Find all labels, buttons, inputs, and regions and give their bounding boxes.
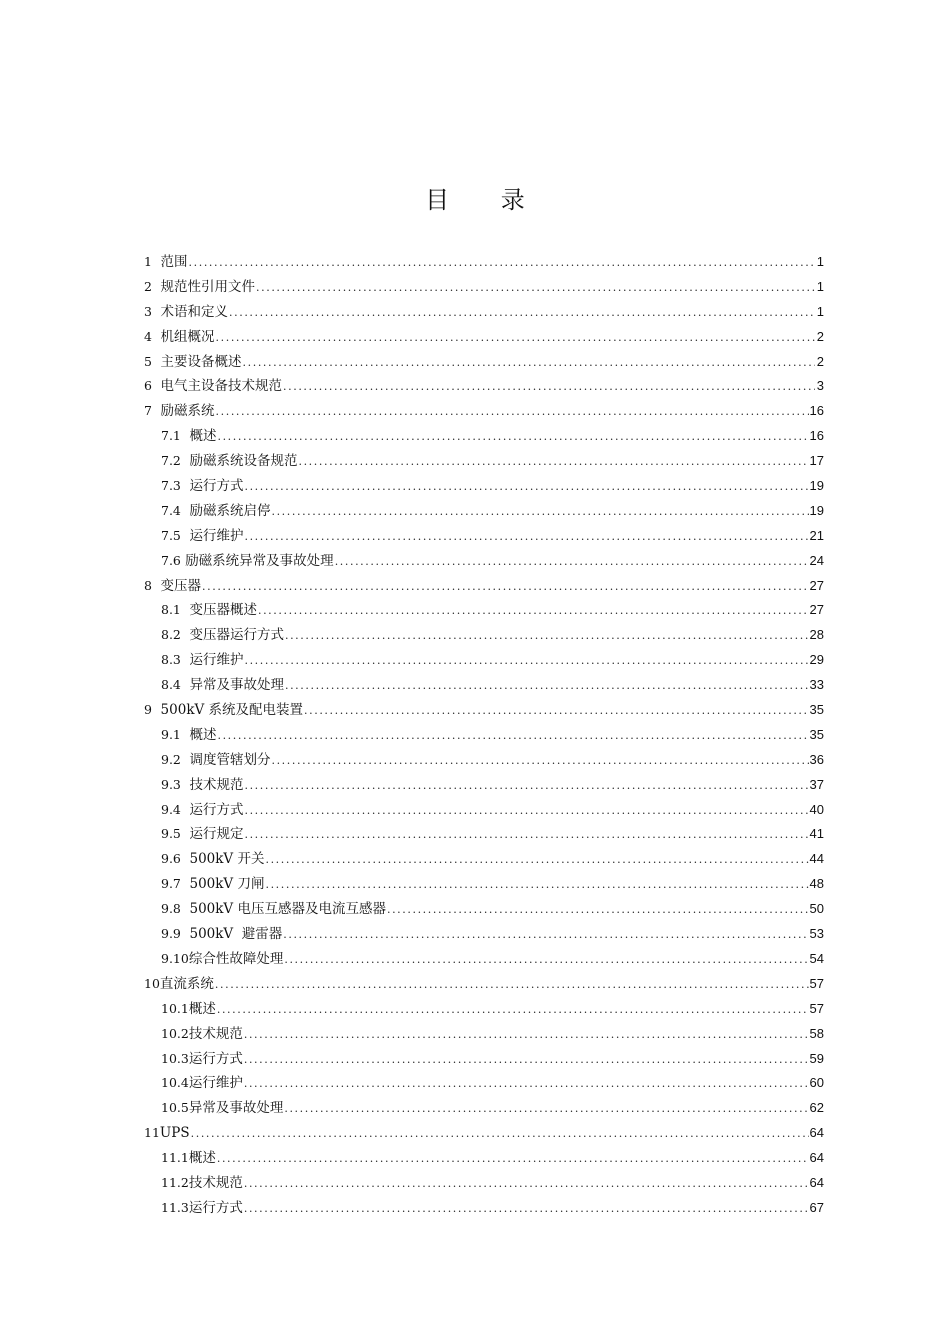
toc-entry-title: 技术规范 <box>188 1174 243 1191</box>
toc-entry[interactable] <box>144 549 824 574</box>
toc-entry-title: 运行维护 <box>188 1075 243 1092</box>
toc-entry[interactable] <box>144 997 824 1022</box>
toc-entry-separator <box>181 474 190 499</box>
toc-entry-separator <box>181 499 190 524</box>
toc-entry-page-number: 19 <box>809 502 824 518</box>
toc-entry-page-number: 40 <box>809 801 824 817</box>
toc-entry-separator <box>152 399 161 424</box>
toc-entry-title: 变压器 <box>160 577 202 594</box>
toc-entry[interactable] <box>144 1196 824 1221</box>
toc-entry-number: 11.3 <box>161 1199 189 1215</box>
toc-entry-title: 500kV 开关 <box>189 851 265 868</box>
toc-entry[interactable] <box>144 474 824 499</box>
toc-dot-leader <box>244 525 808 550</box>
toc-entry-number: 7.6 <box>161 552 181 568</box>
toc-dot-leader <box>244 475 808 500</box>
toc-entry[interactable] <box>144 972 824 997</box>
toc-dot-leader <box>217 425 808 450</box>
toc-entry-page-number: 60 <box>809 1075 824 1091</box>
toc-entry-page-number: 48 <box>809 876 824 892</box>
toc-entry-page-number: 28 <box>809 627 824 643</box>
toc-entry-number: 9.8 <box>161 901 181 917</box>
toc-entry-page-number: 67 <box>809 1199 824 1215</box>
toc-entry-separator <box>181 673 190 698</box>
toc-entry[interactable] <box>144 798 824 823</box>
toc-entry[interactable] <box>144 947 824 972</box>
toc-entry-page-number: 64 <box>809 1125 824 1141</box>
toc-entry[interactable] <box>144 350 824 375</box>
table-of-contents <box>144 250 824 1221</box>
toc-entry-page-number: 62 <box>809 1100 824 1116</box>
toc-entry-page-number: 2 <box>816 353 824 369</box>
toc-entry-number: 10.1 <box>161 1000 189 1016</box>
toc-entry-page-number: 36 <box>809 751 824 767</box>
toc-entry-page-number: 1 <box>816 254 824 269</box>
toc-dot-leader <box>284 1097 808 1122</box>
toc-entry[interactable] <box>144 275 824 300</box>
toc-entry-number: 7.4 <box>161 502 181 518</box>
toc-entry[interactable] <box>144 673 824 698</box>
toc-entry-title: 运行方式 <box>189 478 244 495</box>
toc-dot-leader <box>256 276 815 301</box>
toc-entry-number: 10.5 <box>161 1100 189 1116</box>
toc-entry-separator <box>152 574 161 599</box>
toc-entry-page-number: 35 <box>809 726 824 742</box>
toc-entry-title: 主要设备概述 <box>160 353 242 370</box>
toc-entry-separator <box>181 748 190 773</box>
toc-entry-title: 技术规范 <box>188 1025 243 1042</box>
toc-entry-number: 9.6 <box>161 851 181 867</box>
toc-entry[interactable] <box>144 424 824 449</box>
toc-entry-title: 综合性故障处理 <box>188 950 284 967</box>
toc-entry-title: 励磁系统设备规范 <box>189 453 298 470</box>
toc-entry[interactable] <box>144 723 824 748</box>
toc-dot-leader <box>244 1023 809 1048</box>
toc-entry-page-number: 21 <box>809 527 824 543</box>
toc-dot-leader <box>271 500 808 525</box>
toc-entry-number: 9.9 <box>161 926 181 942</box>
toc-entry-number: 8.4 <box>161 677 181 693</box>
toc-entry-title: UPS <box>159 1125 190 1142</box>
toc-entry-number: 11 <box>144 1125 160 1141</box>
toc-entry-number: 7.5 <box>161 527 181 543</box>
toc-dot-leader <box>285 674 809 699</box>
toc-entry[interactable] <box>144 374 824 399</box>
toc-entry[interactable] <box>144 897 824 922</box>
toc-entry-page-number: 44 <box>809 851 824 867</box>
toc-dot-leader <box>244 1172 809 1197</box>
toc-entry-separator <box>152 250 161 275</box>
toc-dot-leader <box>298 450 808 475</box>
toc-dot-leader <box>215 973 809 998</box>
toc-dot-leader <box>244 1197 809 1222</box>
toc-dot-leader <box>216 400 809 425</box>
toc-entry-page-number: 64 <box>809 1150 824 1166</box>
toc-entry-page-number: 29 <box>809 652 824 668</box>
toc-entry-title: 励磁系统启停 <box>189 502 271 519</box>
toc-dot-leader <box>189 251 815 276</box>
toc-entry-separator <box>152 275 161 300</box>
toc-entry-number: 9.1 <box>161 726 181 742</box>
toc-entry[interactable] <box>144 598 824 623</box>
toc-dot-leader <box>283 375 815 400</box>
toc-dot-leader <box>229 301 815 326</box>
toc-entry-separator <box>181 598 190 623</box>
toc-dot-leader <box>265 848 808 873</box>
toc-dot-leader <box>283 923 808 948</box>
toc-entry[interactable] <box>144 399 824 424</box>
toc-entry-separator <box>152 325 161 350</box>
toc-entry-title: 调度管辖划分 <box>189 751 271 768</box>
toc-dot-leader <box>244 799 808 824</box>
toc-entry-title: 范围 <box>160 254 188 270</box>
toc-entry-page-number: 57 <box>809 975 824 991</box>
toc-entry[interactable] <box>144 822 824 847</box>
toc-entry-title: 异常及事故处理 <box>188 1100 284 1117</box>
toc-dot-leader <box>304 699 808 724</box>
toc-entry-title: 概述 <box>188 1150 216 1167</box>
toc-entry-page-number: 59 <box>809 1050 824 1066</box>
toc-entry-title: 励磁系统 <box>160 403 215 420</box>
toc-entry-title: 运行维护 <box>189 652 244 669</box>
toc-entry-page-number: 50 <box>809 901 824 917</box>
toc-entry-separator <box>152 698 161 723</box>
toc-entry-separator <box>181 424 190 449</box>
toc-entry[interactable] <box>144 250 824 275</box>
toc-entry-number: 10.3 <box>161 1050 189 1066</box>
toc-entry-number: 7.2 <box>161 453 181 469</box>
toc-dot-leader <box>244 1072 809 1097</box>
toc-dot-leader <box>217 998 809 1023</box>
toc-entry-page-number: 16 <box>809 428 824 444</box>
toc-entry-title: 运行方式 <box>188 1050 243 1067</box>
toc-entry[interactable] <box>144 325 824 350</box>
toc-entry-number: 1 <box>144 254 152 269</box>
toc-entry-separator <box>181 524 190 549</box>
toc-entry[interactable] <box>144 300 824 325</box>
toc-entry-title: 电气主设备技术规范 <box>160 378 283 395</box>
toc-entry-number: 5 <box>144 353 152 369</box>
toc-entry-separator <box>152 374 161 399</box>
toc-entry-number: 4 <box>144 328 152 344</box>
toc-entry-separator <box>181 449 190 474</box>
toc-entry-page-number: 57 <box>809 1000 824 1016</box>
toc-entry-title: 规范性引用文件 <box>160 278 256 295</box>
toc-entry-separator <box>152 350 161 375</box>
toc-entry-page-number: 54 <box>809 950 824 966</box>
toc-entry-number: 10.2 <box>161 1025 189 1041</box>
toc-entry[interactable] <box>144 574 824 599</box>
toc-entry-title: 变压器运行方式 <box>189 627 284 644</box>
toc-entry-title: 500kV 电压互感器及电流互感器 <box>189 901 386 918</box>
toc-entry[interactable] <box>144 648 824 673</box>
toc-entry-title: 励磁系统异常及事故处理 <box>185 552 334 569</box>
toc-entry-separator <box>181 623 190 648</box>
toc-entry-page-number: 53 <box>809 926 824 942</box>
toc-entry-page-number: 2 <box>816 328 824 344</box>
toc-entry-page-number: 1 <box>816 303 824 319</box>
toc-entry-separator <box>181 773 190 798</box>
toc-entry-separator <box>181 922 190 947</box>
toc-entry-title: 500kV 避雷器 <box>189 926 283 943</box>
toc-entry[interactable] <box>144 524 824 549</box>
toc-heading: 目 录 <box>425 186 547 214</box>
toc-entry[interactable] <box>144 623 824 648</box>
toc-entry-page-number: 27 <box>809 577 824 593</box>
toc-entry[interactable] <box>144 1096 824 1121</box>
toc-entry-title: 概述 <box>189 428 217 445</box>
toc-entry-page-number: 37 <box>809 776 824 792</box>
toc-entry-title: 运行规定 <box>189 826 244 843</box>
toc-entry-page-number: 64 <box>809 1174 824 1190</box>
toc-entry-title: 技术规范 <box>189 776 244 793</box>
toc-dot-leader <box>243 351 815 376</box>
toc-dot-leader <box>202 575 808 600</box>
toc-entry-title: 机组概况 <box>160 328 215 345</box>
toc-entry-separator <box>181 723 190 748</box>
toc-entry-page-number: 17 <box>809 453 824 469</box>
toc-entry-number: 9.10 <box>161 950 189 966</box>
toc-entry-title: 异常及事故处理 <box>189 677 284 694</box>
toc-dot-leader <box>216 326 815 351</box>
toc-entry-separator <box>181 847 190 872</box>
toc-entry-number: 9.5 <box>161 826 181 842</box>
toc-entry-title: 术语和定义 <box>160 303 229 320</box>
toc-entry[interactable] <box>144 1146 824 1171</box>
toc-entry-title: 500kV 刀闸 <box>189 876 265 893</box>
toc-dot-leader <box>244 774 808 799</box>
toc-entry-separator <box>181 648 190 673</box>
toc-dot-leader <box>217 724 808 749</box>
toc-entry-page-number: 19 <box>809 478 824 494</box>
toc-entry-separator <box>181 897 190 922</box>
toc-dot-leader <box>387 898 809 923</box>
toc-entry[interactable] <box>144 499 824 524</box>
toc-entry-separator <box>181 822 190 847</box>
toc-dot-leader <box>244 823 808 848</box>
toc-entry-separator <box>181 798 190 823</box>
toc-entry-number: 8.2 <box>161 627 181 643</box>
toc-entry-page-number: 35 <box>809 702 824 718</box>
toc-entry-number: 8 <box>144 577 152 593</box>
toc-entry-title: 500kV 系统及配电装置 <box>160 702 304 719</box>
toc-entry-number: 2 <box>144 278 152 294</box>
toc-entry-page-number: 41 <box>809 826 824 842</box>
toc-entry-number: 8.1 <box>161 602 181 618</box>
toc-entry[interactable] <box>144 698 824 723</box>
toc-entry-number: 9.2 <box>161 751 181 767</box>
toc-entry-page-number: 1 <box>816 278 824 294</box>
toc-entry-page-number: 27 <box>809 602 824 618</box>
toc-entry-separator <box>181 872 190 897</box>
toc-entry-number: 7.3 <box>161 478 181 494</box>
toc-entry-number: 9.7 <box>161 876 181 892</box>
toc-dot-leader <box>285 624 809 649</box>
toc-dot-leader <box>191 1122 809 1147</box>
toc-dot-leader <box>258 599 809 624</box>
toc-entry-number: 9.3 <box>161 776 181 792</box>
toc-dot-leader <box>265 873 808 898</box>
toc-entry-number: 8.3 <box>161 652 181 668</box>
toc-dot-leader <box>217 1147 809 1172</box>
toc-entry-title: 概述 <box>189 726 217 743</box>
toc-entry[interactable] <box>144 922 824 947</box>
toc-entry-title: 运行方式 <box>189 801 244 818</box>
toc-dot-leader <box>244 649 808 674</box>
toc-entry-number: 3 <box>144 303 152 319</box>
toc-entry[interactable] <box>144 847 824 872</box>
toc-entry-number: 6 <box>144 378 152 394</box>
toc-entry-page-number: 58 <box>809 1025 824 1041</box>
toc-entry-title: 运行维护 <box>189 527 244 544</box>
toc-entry-page-number: 16 <box>809 403 824 419</box>
toc-entry-title: 运行方式 <box>188 1199 243 1216</box>
toc-entry[interactable] <box>144 1071 824 1096</box>
toc-dot-leader <box>244 1048 809 1073</box>
toc-entry-number: 7.1 <box>161 428 181 444</box>
toc-entry[interactable] <box>144 872 824 897</box>
toc-entry-number: 9.4 <box>161 801 181 817</box>
toc-entry-separator <box>152 300 161 325</box>
toc-entry[interactable] <box>144 1121 824 1146</box>
toc-entry-title: 直流系统 <box>159 975 214 992</box>
toc-entry-page-number: 3 <box>816 378 824 394</box>
toc-entry-page-number: 24 <box>809 552 824 568</box>
toc-entry-number: 11.1 <box>161 1150 189 1166</box>
toc-entry-number: 9 <box>144 702 152 718</box>
toc-dot-leader <box>284 948 808 973</box>
toc-entry-page-number: 33 <box>809 677 824 693</box>
toc-dot-leader <box>271 749 808 774</box>
toc-entry[interactable] <box>144 773 824 798</box>
toc-entry[interactable] <box>144 1171 824 1196</box>
toc-entry[interactable] <box>144 449 824 474</box>
toc-entry-title: 概述 <box>188 1000 216 1017</box>
toc-entry-number: 7 <box>144 403 152 419</box>
toc-entry-number: 10 <box>144 975 160 991</box>
toc-entry-number: 10.4 <box>161 1075 189 1091</box>
toc-entry-number: 11.2 <box>161 1174 189 1190</box>
toc-dot-leader <box>335 550 809 575</box>
toc-entry[interactable] <box>144 748 824 773</box>
toc-entry[interactable] <box>144 1022 824 1047</box>
toc-entry[interactable] <box>144 1047 824 1072</box>
toc-entry-title: 变压器概述 <box>189 602 257 619</box>
